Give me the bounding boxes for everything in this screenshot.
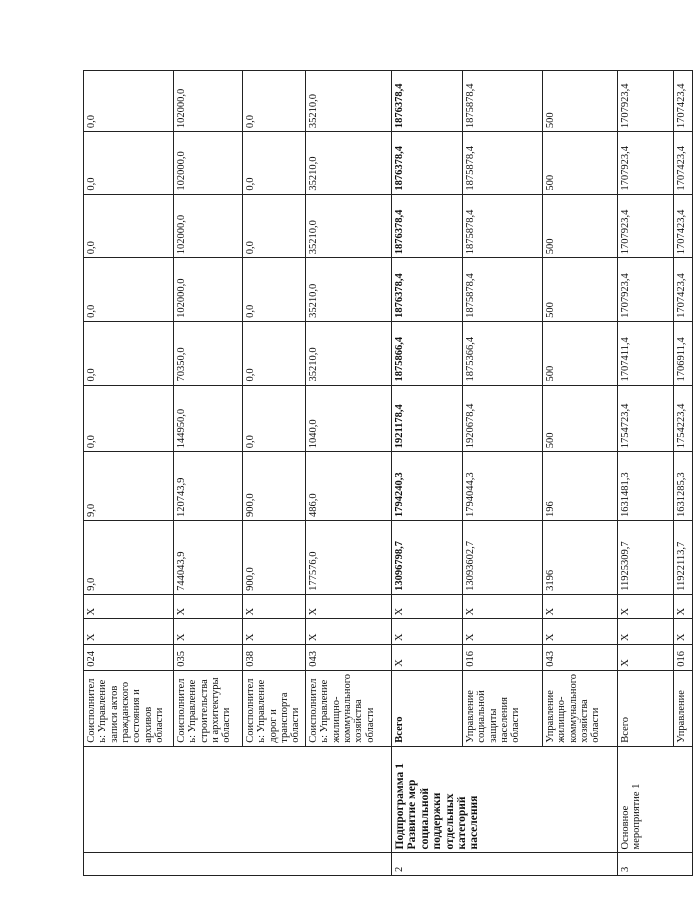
value-cell: 1631285,3 xyxy=(674,452,693,521)
value-cell: 11922113,7 xyxy=(674,521,693,595)
value-cell: 35210,0 xyxy=(306,70,392,132)
value-cell: 1875866,4 xyxy=(392,321,463,385)
value-cell: 1754223,4 xyxy=(674,385,693,452)
value-cell: 1876378,4 xyxy=(392,258,463,322)
code-cell: 043 xyxy=(543,645,618,671)
value-cell: 1707411,4 xyxy=(618,321,674,385)
code-cell: X xyxy=(463,594,543,619)
code-cell: X xyxy=(463,619,543,645)
table-row xyxy=(392,15,463,876)
code-cell: 043 xyxy=(306,645,392,671)
value-cell: 0,0 xyxy=(243,70,306,132)
code-cell: 038 xyxy=(243,645,306,671)
code-cell: X xyxy=(392,619,463,645)
value-cell: 0,0 xyxy=(84,194,174,258)
value-cell: 1706911,4 xyxy=(674,321,693,385)
value-cell: 1875878,4 xyxy=(463,258,543,322)
value-cell: 500 xyxy=(543,258,618,322)
value-cell: 500 xyxy=(543,321,618,385)
executor-cell: Соисполнитель: Управление жилищно-коммунального хозяйства области xyxy=(306,670,392,746)
value-cell: 0,0 xyxy=(243,258,306,322)
code-cell: X xyxy=(306,619,392,645)
value-cell: 1794044,3 xyxy=(463,452,543,521)
program-name: Основное мероприятие 1 xyxy=(618,746,693,853)
value-cell: 1876378,4 xyxy=(392,70,463,132)
value-cell: 0,0 xyxy=(243,132,306,195)
program-funding-table xyxy=(83,14,693,876)
value-cell: 1875878,4 xyxy=(463,132,543,195)
executor-cell: Всего xyxy=(392,670,463,746)
value-cell: 744043,9 xyxy=(174,521,243,595)
value-cell: 1707923,4 xyxy=(618,70,674,132)
value-cell: 1707423,4 xyxy=(674,70,693,132)
executor-cell: Всего xyxy=(618,670,674,746)
value-cell: 500 xyxy=(543,70,618,132)
code-cell: X xyxy=(543,594,618,619)
value-cell: 1707923,4 xyxy=(618,258,674,322)
value-cell: 1920678,4 xyxy=(463,385,543,452)
value-cell: 9,0 xyxy=(84,521,174,595)
value-cell: 0,0 xyxy=(84,70,174,132)
value-cell: 1794240,3 xyxy=(392,452,463,521)
value-cell: 35210,0 xyxy=(306,321,392,385)
value-cell: 13096798,7 xyxy=(392,521,463,595)
table-row xyxy=(84,15,174,876)
code-cell: X xyxy=(306,594,392,619)
code-cell: 016 xyxy=(463,645,543,671)
value-cell: 0,0 xyxy=(84,385,174,452)
code-cell: X xyxy=(392,645,463,671)
value-cell: 1707923,4 xyxy=(618,132,674,195)
value-cell: 1921178,4 xyxy=(392,385,463,452)
value-cell: 35210,0 xyxy=(306,194,392,258)
value-cell: 102000,0 xyxy=(174,194,243,258)
code-cell: X xyxy=(618,594,674,619)
value-cell: 1754723,4 xyxy=(618,385,674,452)
value-cell: 1875878,4 xyxy=(463,194,543,258)
code-cell: 024 xyxy=(84,645,174,671)
value-cell: 0,0 xyxy=(84,321,174,385)
code-cell: X xyxy=(674,619,693,645)
value-cell: 486,0 xyxy=(306,452,392,521)
code-cell: X xyxy=(618,619,674,645)
code-cell: 016 xyxy=(674,645,693,671)
value-cell: 35210,0 xyxy=(306,258,392,322)
value-cell: 70350,0 xyxy=(174,321,243,385)
value-cell: 144950,0 xyxy=(174,385,243,452)
value-cell: 1876378,4 xyxy=(392,132,463,195)
row-number: 2 xyxy=(392,853,618,876)
value-cell: 1707423,4 xyxy=(674,194,693,258)
program-name: Подпрограмма 1 Развитие мер социальной поддержки отдельных категорий населения xyxy=(392,746,618,853)
value-cell: 196 xyxy=(543,452,618,521)
value-cell: 35210,0 xyxy=(306,132,392,195)
value-cell: 500 xyxy=(543,385,618,452)
value-cell: 0,0 xyxy=(84,258,174,322)
value-cell: 3196 xyxy=(543,521,618,595)
value-cell: 1707423,4 xyxy=(674,258,693,322)
program-name xyxy=(84,746,392,853)
code-cell: X xyxy=(618,645,674,671)
code-cell: X xyxy=(243,619,306,645)
value-cell: 1875366,4 xyxy=(463,321,543,385)
value-cell: 1707423,4 xyxy=(674,132,693,195)
code-cell: X xyxy=(674,594,693,619)
executor-cell: Управление xyxy=(674,670,693,746)
value-cell: 13093602,7 xyxy=(463,521,543,595)
value-cell: 500 xyxy=(543,194,618,258)
row-number: 3 xyxy=(618,853,693,876)
value-cell: 0,0 xyxy=(84,132,174,195)
value-cell: 11925309,7 xyxy=(618,521,674,595)
code-cell: X xyxy=(84,619,174,645)
value-cell: 177576,0 xyxy=(306,521,392,595)
value-cell: 0,0 xyxy=(243,321,306,385)
value-cell: 120743,9 xyxy=(174,452,243,521)
value-cell: 1875878,4 xyxy=(463,70,543,132)
executor-cell: Управление жилищно-коммунального хозяйства области xyxy=(543,670,618,746)
value-cell: 500 xyxy=(543,132,618,195)
value-cell: 1040,0 xyxy=(306,385,392,452)
value-cell: 1707923,4 xyxy=(618,194,674,258)
value-cell: 102000,0 xyxy=(174,258,243,322)
executor-cell: Управление социальной защиты населения области xyxy=(463,670,543,746)
code-cell: X xyxy=(392,594,463,619)
value-cell: 1631481,3 xyxy=(618,452,674,521)
value-cell: 1876378,4 xyxy=(392,194,463,258)
value-cell: 102000,0 xyxy=(174,132,243,195)
value-cell: 900,0 xyxy=(243,521,306,595)
code-cell: X xyxy=(174,619,243,645)
row-number xyxy=(84,853,392,876)
code-cell: X xyxy=(84,594,174,619)
value-cell: 9,0 xyxy=(84,452,174,521)
code-cell: X xyxy=(243,594,306,619)
table-row xyxy=(618,15,674,876)
code-cell: X xyxy=(543,619,618,645)
value-cell: 102000,0 xyxy=(174,70,243,132)
value-cell: 0,0 xyxy=(243,194,306,258)
executor-cell: Соисполнитель: Управление строительства и архитектуры области xyxy=(174,670,243,746)
value-cell: 900,0 xyxy=(243,452,306,521)
code-cell: X xyxy=(174,594,243,619)
executor-cell: Соисполнитель: Управление записи актов гражданского состояния и архивов области xyxy=(84,670,174,746)
executor-cell: Соисполнитель: Управление дорог и транспорта области xyxy=(243,670,306,746)
rotated-table-wrapper xyxy=(83,14,687,876)
value-cell: 0,0 xyxy=(243,385,306,452)
code-cell: 035 xyxy=(174,645,243,671)
